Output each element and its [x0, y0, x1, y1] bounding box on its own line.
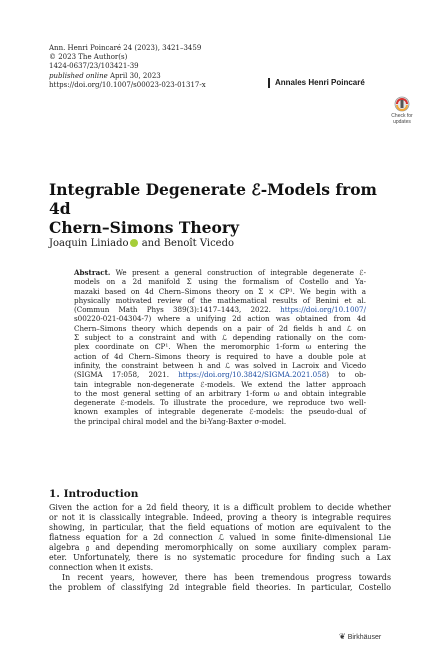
abstract-line: to the most general setting of an arbitrary 1-form ω and obtain integrable [74, 388, 366, 398]
abstract-line: the principal chiral model and the bi-Yang-Baxter σ-model. [74, 416, 287, 426]
section-number: 1. [49, 488, 60, 500]
body-line: algebra 𝔤 and depending meromorphically on some auxiliary complex param- [49, 543, 391, 553]
body-line: eter. Unfortunately, there is no systematic procedure for finding such a Lax [49, 553, 391, 563]
abstract-line: (SIGMA 17:058, 2021. https://doi.org/10.3842/SIGMA.2021.058) to ob- [74, 370, 366, 380]
author-connector: and [141, 238, 161, 249]
abstract-line: physically motivated review of the mathematical results of Benini et al. [74, 295, 366, 305]
publisher-logo [339, 632, 381, 641]
doi-link[interactable]: https://doi.org/10.1007/s00023-023-01317-x [49, 80, 206, 89]
body-line: flatness equation for a 2d connection ℒ valued in some finite-dimensional Lie [49, 533, 391, 543]
published-date: April 30, 2023 [109, 71, 161, 80]
body-line: Given the action for a 2d field theory, it is a difficult problem to decide whether [49, 503, 391, 512]
published-online [49, 72, 206, 81]
abstract-label: Abstract. [74, 268, 111, 277]
published-label: published online [49, 71, 108, 80]
body-line: or not it is classically integrable. Indeed, proving a theory is integrable requires [49, 513, 391, 523]
body-line: In recent years, however, there has been tremendous progress towards [62, 573, 391, 583]
publication-metadata [49, 44, 206, 90]
journal-citation: Ann. Henri Poincaré 24 (2023), 3421–3459 [49, 44, 202, 52]
abstract-line: Σ subject to a constraint and with ℒ depending rationally on the com- [74, 333, 366, 343]
copyright-notice: © 2023 The Author(s) [49, 53, 128, 62]
abstract [74, 268, 366, 426]
body-line: connection when it exists. [49, 563, 154, 573]
body-line: showing, in particular, that the field equations of motion are equivalent to the [49, 523, 391, 533]
author-2[interactable]: Benoît Vicedo [163, 238, 235, 249]
reference-link-2[interactable]: https://doi.org/10.3842/SIGMA.2021.058 [178, 370, 327, 380]
title-line-2: Chern–Simons Theory [49, 218, 240, 237]
abstract-line: Abstract. We present a general construction of integrable degenerate ℰ- [74, 268, 366, 277]
orcid-icon[interactable] [130, 239, 138, 247]
body-line: the problem of classifying 2d integrable field theories. In particular, Costello [49, 583, 391, 593]
issn-code: 1424-0637/23/103421-39 [49, 62, 139, 71]
abstract-line: infinity, the constraint between h and ℒ was solved in Lacroix and Vicedo [74, 360, 366, 370]
abstract-line: action of 4d Chern–Simons theory is required to have a double pole at [74, 351, 366, 361]
badge-line-2: updates [393, 119, 411, 125]
abstract-line: degenerate ℰ-models. To illustrate the procedure, we reproduce two well- [74, 398, 366, 408]
abstract-line: (Commun Math Phys 389(3):1417–1443, 2022. https://doi.org/10.1007/ [74, 305, 366, 315]
paper-title [49, 180, 399, 237]
birkhauser-logo-icon: ❦ [339, 632, 346, 641]
abstract-line: models on a 2d manifold Σ using the formalism of Costello and Ya- [74, 277, 366, 287]
journal-name: Annales Henri Poincaré [268, 78, 365, 88]
abstract-line: Chern–Simons theory which depends on a pair of 2d fields h and ℒ on [74, 323, 366, 333]
section-title: Introduction [63, 488, 139, 500]
abstract-line: plex coordinate on ℂP¹. When the meromorphic 1-form ω entering the [74, 342, 366, 352]
author-1[interactable]: Joaquin Liniado [49, 238, 129, 249]
check-for-updates-badge[interactable] [387, 96, 417, 125]
abstract-line: s00220-021-04304-7) where a unifying 2d action was obtained from 4d [74, 314, 366, 324]
reference-link-1[interactable]: https://doi.org/10.1007/ [280, 305, 366, 315]
author-list [49, 238, 234, 250]
section-heading [49, 488, 138, 501]
abstract-line: mazaki based on 4d Chern–Simons theory on Σ × ℂP¹. We begin with a [74, 286, 366, 296]
check-for-updates-icon [394, 96, 410, 112]
title-line-1: Integrable Degenerate ℰ-Models from 4d [49, 180, 377, 218]
badge-line-1: Check for [391, 113, 413, 119]
publisher-name: Birkhäuser [347, 634, 382, 641]
abstract-line: tain integrable non-degenerate ℰ-models. We extend the latter approach [74, 379, 366, 389]
abstract-line: known examples of integrable degenerate ℰ-models: the pseudo-dual of [74, 407, 366, 417]
introduction-text [49, 503, 391, 593]
